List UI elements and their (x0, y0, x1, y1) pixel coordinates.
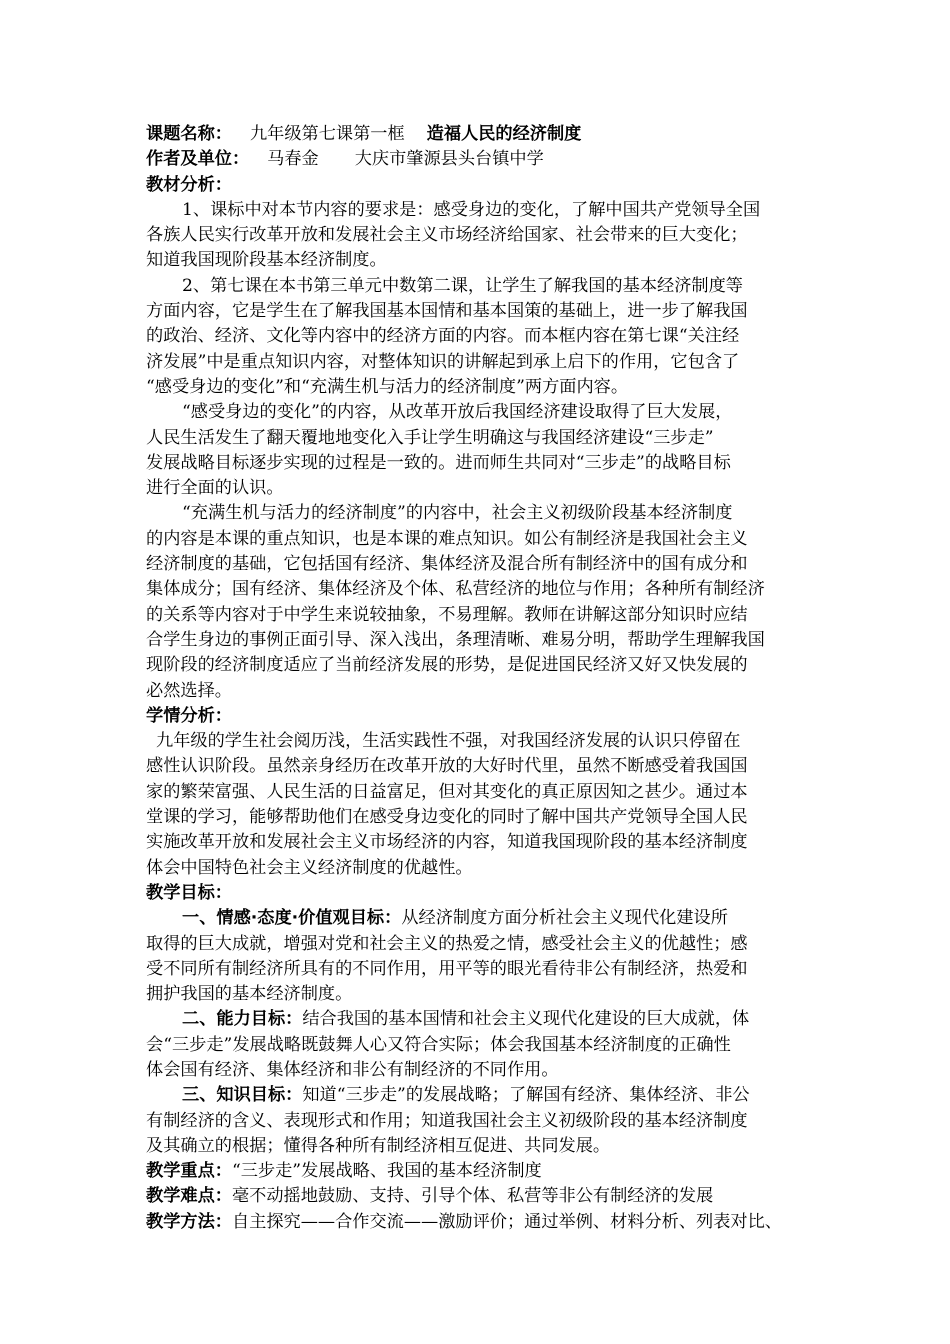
difficulty-value: 毫不动摇地鼓励、支持、引导个体、私营等非公有制经济的发展 (231, 1186, 714, 1207)
material-p4-line: 集体成分；国有经济、集体经济及个体、私营经济的地位与作用；各种所有制经济 (146, 579, 765, 600)
material-p2-line: 的政治、经济、文化等内容中的经济方面的内容。而本框内容在第七课“关注经 (146, 326, 740, 347)
author-label: 作者及单位： (146, 149, 250, 170)
material-p1-line: 知道我国现阶段基本经济制度。 (146, 250, 387, 271)
goals-heading: 教学目标： (146, 882, 232, 903)
goal-2-line: 体会国有经济、集体经济和非公有制经济的不同作用。 (146, 1059, 559, 1080)
material-p4-line: 经济制度的基础，它包括国有经济、集体经济及混合所有制经济中的国有成分和 (146, 554, 748, 575)
goal-3-label: 三、知识目标： (182, 1085, 303, 1106)
students-line: 实施改革开放和发展社会主义市场经济的内容，知道我国现阶段的基本经济制度 (146, 832, 748, 853)
method-line (146, 1210, 818, 1235)
focus-line (146, 1159, 818, 1184)
material-p4-line: “充满生机与活力的经济制度”的内容中，社会主义初级阶段基本经济制度 (182, 503, 733, 524)
material-p2-line: 方面内容，它是学生在了解我国基本国情和基本国策的基础上，进一步了解我国 (146, 301, 748, 322)
students-line: 体会中国特色社会主义经济制度的优越性。 (146, 857, 473, 878)
material-p4-line: 的关系等内容对于中学生来说较抽象，不易理解。教师在讲解这部分知识时应结 (146, 604, 748, 625)
goal-2-first-line (146, 1007, 818, 1032)
students-line: 家的繁荣富强、人民生活的日益富足，但对其变化的真正原因知之甚少。通过本 (146, 781, 748, 802)
students-line: 感性认识阶段。虽然亲身经历在改革开放的大好时代里，虽然不断感受着我国国 (146, 756, 748, 777)
material-p3-line: 人民生活发生了翻天覆地地变化入手让学生明确这与我国经济建设“三步走” (146, 427, 714, 448)
goal-2-line: 会“三步走”发展战略既鼓舞人心又符合实际；体会我国基本经济制度的正确性 (146, 1034, 731, 1055)
goal-1-label: 一、情感·态度·价值观目标： (182, 908, 402, 929)
material-heading: 教材分析： (146, 174, 232, 195)
material-p3-line: “感受身边的变化”的内容，从改革开放后我国经济建设取得了巨大发展， (182, 402, 733, 423)
material-p4-line: 合学生身边的事例正面引导、深入浅出，条理清晰、难易分明，帮助学生理解我国 (146, 629, 765, 650)
students-heading: 学情分析： (146, 705, 232, 726)
focus-value: “三步走”发展战略、我国的基本经济制度 (231, 1161, 542, 1182)
goal-2-text: 结合我国的基本国情和社会主义现代化建设的巨大成就，体 (302, 1009, 750, 1030)
material-p3-line: 发展战略目标逐步实现的过程是一致的。进而师生共同对“三步走”的战略目标 (146, 452, 731, 473)
lesson-title-line (146, 122, 818, 147)
students-line: 九年级的学生社会阅历浅，生活实践性不强，对我国经济发展的认识只停留在 (156, 731, 741, 752)
material-p4-line: 现阶段的经济制度适应了当前经济发展的形势，是促进国民经济又好又快发展的 (146, 655, 748, 676)
goal-3-line: 有制经济的含义、表现形式和作用；知道我国社会主义初级阶段的基本经济制度 (146, 1110, 748, 1131)
difficulty-label: 教学难点： (146, 1186, 232, 1207)
lesson-title-value: 九年级第七课第一框 (249, 124, 405, 144)
material-p3-line: 进行全面的认识。 (146, 478, 284, 499)
goal-1-line: 受不同所有制经济所具有的不同作用，用平等的眼光看待非公有制经济，热爱和 (146, 958, 748, 979)
material-p4-line: 必然选择。 (146, 680, 232, 701)
goal-1-line: 取得的巨大成就，增强对党和社会主义的热爱之情，感受社会主义的优越性；感 (146, 933, 748, 954)
author-line (146, 147, 818, 172)
material-p2-line: 2、第七课在本书第三单元中数第二课，让学生了解我国的基本经济制度等 (182, 275, 743, 296)
method-label: 教学方法： (146, 1211, 232, 1232)
goal-2-label: 二、能力目标： (182, 1009, 303, 1030)
goal-1-first-line (146, 906, 818, 931)
material-p1-line: 1、课标中对本节内容的要求是：感受身边的变化，了解中国共产党领导全国 (182, 199, 761, 220)
goal-3-first-line (146, 1083, 818, 1108)
material-p2-line: “感受身边的变化”和“充满生机与活力的经济制度”两方面内容。 (146, 376, 629, 397)
goal-3-text: 知道“三步走”的发展战略；了解国有经济、集体经济、非公 (302, 1085, 750, 1106)
students-line: 堂课的学习，能够帮助他们在感受身边变化的同时了解中国共产党领导全国人民 (146, 807, 748, 828)
method-value: 自主探究——合作交流——激励评价；通过举例、材料分析、列表对比、 (231, 1211, 782, 1232)
focus-label: 教学重点： (146, 1161, 232, 1182)
lesson-title-label: 课题名称： (146, 124, 232, 144)
material-p4-line: 的内容是本课的重点知识，也是本课的难点知识。如公有制经济是我国社会主义 (146, 528, 748, 549)
lesson-topic: 造福人民的经济制度 (426, 124, 582, 144)
author-unit: 大庆市肇源县头台镇中学 (354, 149, 544, 170)
difficulty-line (146, 1184, 818, 1209)
document-body (146, 122, 818, 1235)
material-p2-line: 济发展”中是重点知识内容，对整体知识的讲解起到承上启下的作用，它包含了 (146, 351, 740, 372)
goal-3-line: 及其确立的根据；懂得各种所有制经济相互促进、共同发展。 (146, 1135, 611, 1156)
author-name: 马春金 (267, 149, 319, 170)
goal-1-line: 拥护我国的基本经济制度。 (146, 984, 353, 1005)
goal-1-text: 从经济制度方面分析社会主义现代化建设所 (401, 908, 728, 929)
material-p1-line: 各族人民实行改革开放和发展社会主义市场经济给国家、社会带来的巨大变化； (146, 225, 748, 246)
